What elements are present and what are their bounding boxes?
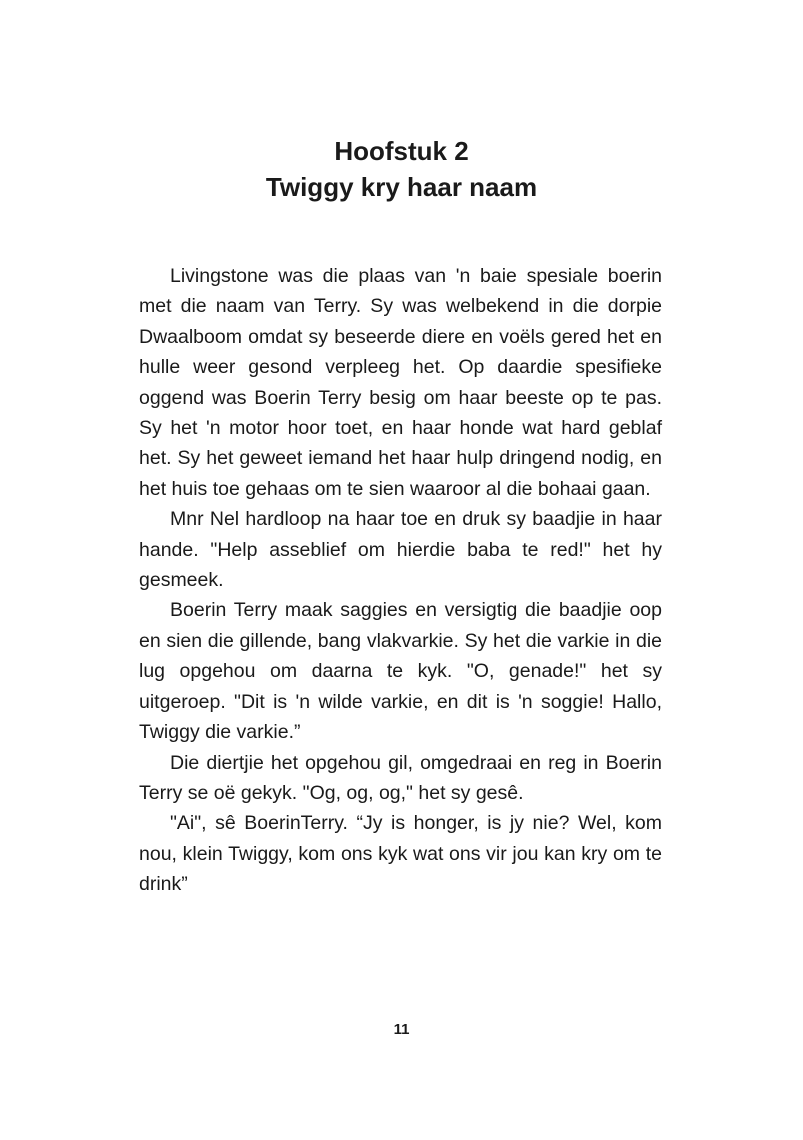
chapter-body: [139, 261, 662, 900]
paragraph: Mnr Nel hardloop na haar toe en druk sy baadjie in haar hande. "Help asseblief om hierdie baba te red!" het hy gesmeek.: [139, 508, 662, 592]
paragraph: Boerin Terry maak saggies en versigtig die baadjie oop en sien die gillende, bang vlakvarkie. Sy het die varkie in die lug opgehou om daarna te kyk. "O, genade!" het sy uitgeroep. "Dit is 'n wilde varkie, en dit is 'n soggie! Hallo, Twiggy die varkie.”: [139, 599, 662, 744]
chapter-number: Hoofstuk 2: [334, 136, 469, 166]
paragraph: "Ai", sê BoerinTerry. “Jy is honger, is jy nie? Wel, kom nou, klein Twiggy, kom ons kyk wat ons vir jou kan kry om te drink”: [139, 812, 662, 896]
chapter-title: Twiggy kry haar naam: [265, 172, 538, 202]
paragraph: Die diertjie het opgehou gil, omgedraai en reg in Boerin Terry se oë gekyk. "Og, og, og," het sy gesê.: [139, 751, 662, 804]
page-number: 11: [393, 1021, 410, 1038]
paragraph: Livingstone was die plaas van 'n baie spesiale boerin met die naam van Terry. Sy was welbekend in die dorpie Dwaalboom omdat sy beseerde diere en voëls gered het en hulle weer gesond verpleeg het. Op daardie spesifieke oggend was Boerin Terry besig om haar beeste op te pas. Sy het 'n motor hoor toet, en haar honde wat hard geblaf het. Sy het geweet iemand het haar hulp dringend nodig, en het huis toe gehaas om te sien waaroor al die bohaai gaan.: [139, 265, 662, 500]
chapter-heading: [0, 133, 803, 205]
